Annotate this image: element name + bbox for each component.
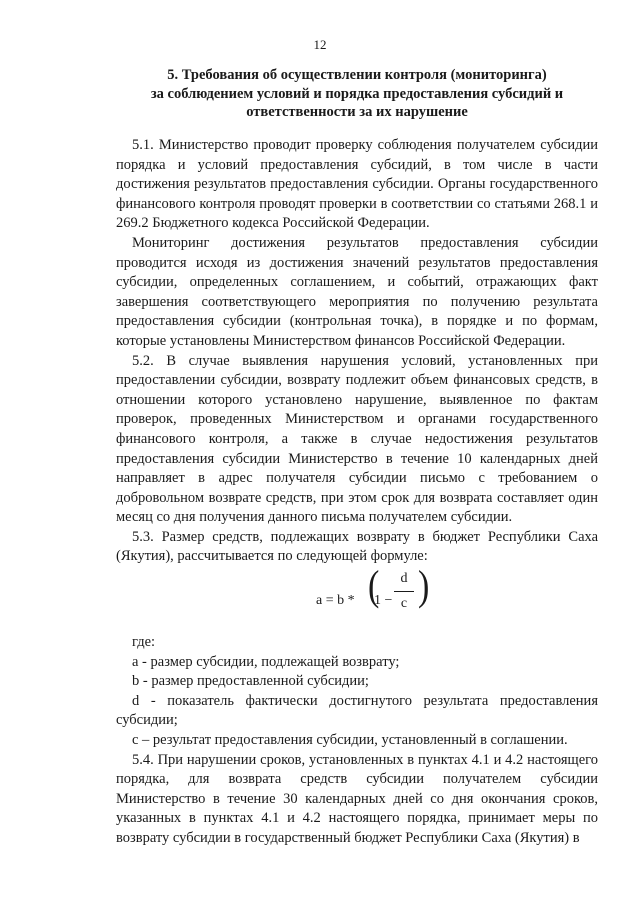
- heading-line-1: 5. Требования об осуществлении контроля (мониторинга): [167, 67, 547, 83]
- paragraph-5-3: 5.3. Размер средств, подлежащих возврату в бюджет Республики Саха (Якутия), рассчитывается по следующей формуле:: [116, 528, 598, 565]
- paragraph-5-4: 5.4. При нарушении сроков, установленных в пунктах 4.1 и 4.2 настоящего порядка, для возврата средств субсидии получателем субсидии Министерство в течение 30 календарных дней со дня окончания сроков, указанных в пунктах 4.1 и 4.2 настоящего порядка, принимает меры по возврату субсидии в государственный бюджет Республики Саха (Якутия) в: [116, 751, 598, 846]
- formula-denominator: c: [400, 596, 408, 612]
- refund-formula: [116, 563, 598, 633]
- formula-numerator: d: [400, 571, 408, 587]
- definition-d: d - показатель фактически достигнутого результата предоставления субсидии;: [116, 692, 598, 729]
- formula-close-paren: ): [418, 563, 430, 610]
- definition-b: b - размер предоставленной субсидии;: [132, 673, 369, 690]
- paragraph-5-2: 5.2. В случае выявления нарушения условий, установленных при предоставлении субсидии, возврату подлежит объем финансовых средств, в отношении которого установлено нарушение, выявленное по фактам проверок, проведенных Министерством и органами государственного финансового контроля, а также в случае недостижения результатов предоставления субсидии Министерство в течение 10 календарных дней направляет в адрес получателя субсидии письмо с требованием о добровольном возврате средств, при этом срок для возврата составляет один месяц со дня получения данного письма получателем субсидии.: [116, 352, 598, 526]
- fraction-bar: [394, 591, 414, 592]
- page-number: 12: [313, 37, 327, 52]
- definition-c: c – результат предоставления субсидии, установленный в соглашении.: [132, 732, 568, 749]
- paragraph-5-1: 5.1. Министерство проводит проверку соблюдения получателем субсидии порядка и условий предоставления субсидий, в том числе в части достижения результатов предоставления субсидии. Органы государственного финансового контроля проводят проверки в соответствии со статьями 268.1 и 269.2 Бюджетного кодекса Российской Федерации.: [116, 137, 598, 232]
- definition-a: а - размер субсидии, подлежащей возврату;: [132, 653, 400, 670]
- heading-line-2: за соблюдением условий и порядка предоставления субсидий и: [150, 85, 564, 102]
- formula-open-paren: (: [368, 563, 380, 610]
- formula-one-minus: 1 −: [374, 593, 393, 609]
- paragraph-monitoring: Мониторинг достижения результатов предоставления субсидии проводится исходя из достижения значений результатов предоставления субсидии, определенных соглашением, и событий, отражающих факт завершения соответствующего мероприятия по получению результата предоставления субсидии (контрольная точка), в порядке и по формам, которые установлены Министерством финансов Российской Федерации.: [116, 234, 598, 349]
- formula-fraction: [394, 571, 414, 612]
- formula-lhs: a = b *: [316, 593, 355, 609]
- where-label: где:: [132, 634, 156, 651]
- document-body: [116, 136, 598, 849]
- heading-line-3: ответственности за их нарушение: [246, 104, 468, 120]
- section-heading: [116, 66, 598, 122]
